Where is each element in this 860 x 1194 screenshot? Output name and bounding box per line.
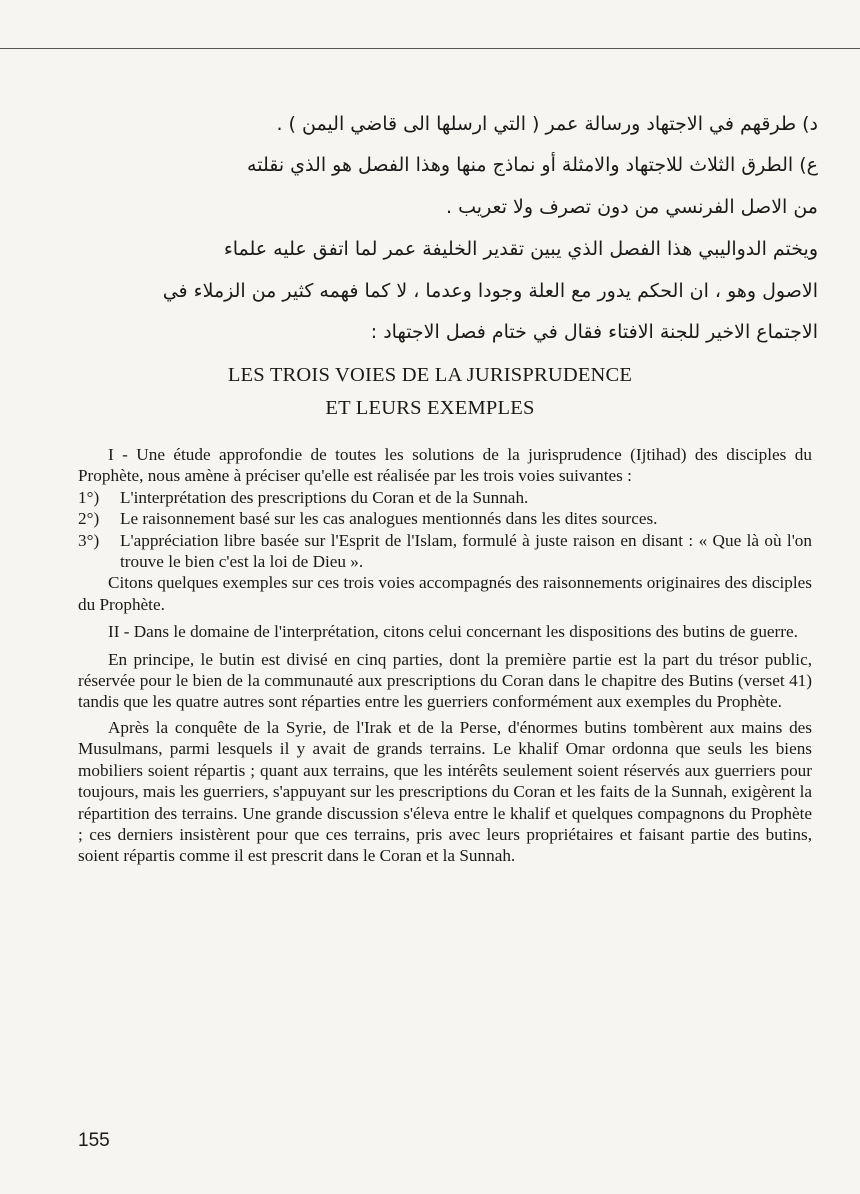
paragraph-conquete: Après la conquête de la Syrie, de l'Irak et de la Perse, d'énormes butins tombèrent aux mains des Musulmans, parmi lesquels il y avait de grands terrains. Le khalif Omar ordonna que seuls les biens mobiliers soient répartis ; quant aux terrains, que les intérêts seulement soient réservés aux guerriers pour toujours, mais les guerriers, s'appuyant sur les prescriptions du Coran et les faits de la Sunnah, exigèrent la répartition des terrains. Une grande discussion s'éleva entre le khalif et quelques compagnons du Prophète ; ces derniers insistèrent pour que ces terrains, pris avec leurs propriétaires et faisant partie des butins, soient répartis comme il est prescrit dans le Coran et la Sunnah.: [78, 717, 812, 866]
top-rule: [0, 48, 860, 49]
paragraph-butin: En principe, le butin est divisé en cinq parties, dont la première partie est la part du trésor public, réservée pour le bien de la communauté aux prescriptions du Coran dans le chapitre des Butins (verset 41) tandis que les quatre autres sont réparties entre les guerriers conformément aux exemples du Prophète.: [78, 649, 812, 712]
list-item-3-text: L'appréciation libre basée sur l'Esprit de l'Islam, formulé à juste raison en disant : « Que là où l'on trouve le bien c'est la loi de Dieu ».: [120, 530, 812, 572]
list-item-2-text: Le raisonnement basé sur les cas analogues mentionnés dans les dites sources.: [120, 509, 658, 529]
paragraph-intro: I - Une étude approfondie de toutes les solutions de la jurisprudence (Ijtihad) des disciples du Prophète, nous amène à préciser qu'elle est réalisée par les trois voies suivantes :: [78, 445, 812, 486]
list-item-3: [78, 530, 812, 573]
arabic-line-6: الاجتماع الاخير للجنة الافتاء فقال في ختام فصل الاجتهاد :: [370, 321, 818, 343]
list-item-2-number: 2°): [78, 509, 100, 529]
body-text: [78, 444, 812, 867]
arabic-line-1: د) طرقهم في الاجتهاد ورسالة عمر ( التي ارسلها الى قاضي اليمن ) .: [276, 113, 818, 135]
list-item-1: [78, 487, 812, 508]
arabic-line-3: من الاصل الفرنسي من دون تصرف ولا تعريب .: [446, 196, 818, 218]
paragraph-interpretation: II - Dans le domaine de l'interprétation, citons celui concernant les dispositions des butins de guerre.: [108, 622, 798, 642]
list-item-3-number: 3°): [78, 530, 100, 550]
section-title-line-1: LES TROIS VOIES DE LA JURISPRUDENCE: [227, 364, 633, 386]
paragraph-examples: Citons quelques exemples sur ces trois voies accompagnés des raisonnements originaires des disciples du Prophète.: [78, 573, 812, 614]
list-item-1-text: L'interprétation des prescriptions du Coran et de la Sunnah.: [120, 487, 529, 507]
arabic-line-2: ع) الطرق الثلاث للاجتهاد والامثلة أو نماذج منها وهذا الفصل هو الذي نقلته: [247, 154, 818, 176]
section-title-line-2: ET LEURS EXEMPLES: [325, 397, 535, 419]
list-item-1-number: 1°): [78, 487, 100, 507]
page-number: 155: [78, 1130, 110, 1151]
arabic-line-4: ويختم الدواليبي هذا الفصل الذي يبين تقدير الخليفة عمر لما اتفق عليه علماء: [223, 238, 818, 260]
list-item-2: [78, 508, 812, 529]
arabic-line-5: الاصول وهو ، ان الحكم يدور مع العلة وجودا وعدما ، لا كما فهمه كثير من الزملاء في: [162, 280, 818, 302]
